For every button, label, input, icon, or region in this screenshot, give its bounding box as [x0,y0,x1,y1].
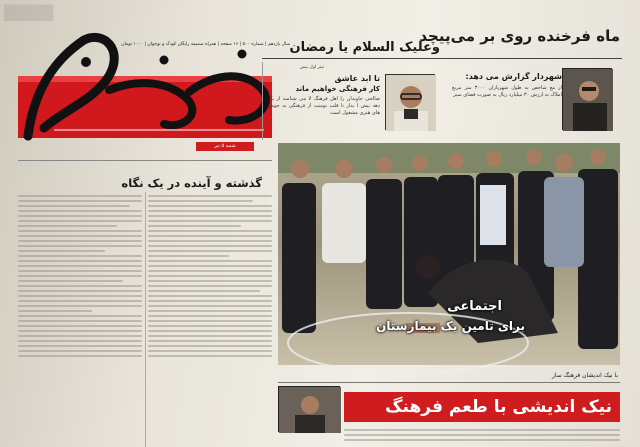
teaser-left-kicker: تیتر اول بیش [299,65,324,70]
teaser-right-body: از مع شاخص به طول شهریاران ۳۰۰۰ متر مربع املاک به ارزش ۳۰ میلیارد ریال به صورت فضای سبز [452,85,562,98]
column-divider [145,192,146,447]
bottom-rule [278,382,620,383]
masthead-date-text: شنبه ۵ تیر [214,143,236,149]
ghost-print: ▇▇▇▇ [4,2,54,21]
main-photo [278,143,620,365]
masthead-date-tag [196,142,254,151]
teaser-right-photo [562,68,612,130]
teaser-right-title: شهردار گزارش می دهد: [465,72,562,81]
column-rule [18,160,272,161]
top-headline-right: ماه فرخنده روی بر می‌پیچد [419,27,620,45]
bottom-headline-bar [344,392,620,422]
teaser-left-sub: کار فرهنگی خواهیم ماند [295,85,380,93]
article-left-col2-text [148,192,272,447]
top-headline-left: وعلیک السلام یا رمضان [289,40,440,55]
bottom-kicker: با نیک اندیشان فرهنگ ساز [552,372,618,379]
article-left-col1-text [18,192,142,447]
bottom-headline: نیک اندیشی با طعم فرهنگ [385,397,612,417]
teaser-left [262,62,438,140]
teaser-left-body: صالحی جاویدان را اهل فرهنگ لا می شناسد از یک دهه بیش ا بدار تا قلب نوست از فرهنگی به جوش های هنری مشغول است [268,96,380,116]
teaser-right [440,62,620,140]
photo-caption-title: برای تامین یک بیمارستان [376,319,525,333]
teaser-left-title: تا ابد عاشق [334,74,380,83]
bottom-photo [278,386,340,432]
bottom-text [344,426,620,447]
teaser-left-photo [385,74,435,130]
top-rule [262,58,622,59]
photo-caption-kicker: اجتماعی [447,299,502,314]
article-left-title: گذشته و آینده در یک نگاه [121,176,262,190]
masthead-info-line: سال یازدهم | شماره ۵۰۰ | ۱۶ صفحه | همراه ضمیمه رایگان کودک و نوجوان | ۱۰۰۰ تومان [121,42,290,47]
masthead-logo [14,20,276,140]
